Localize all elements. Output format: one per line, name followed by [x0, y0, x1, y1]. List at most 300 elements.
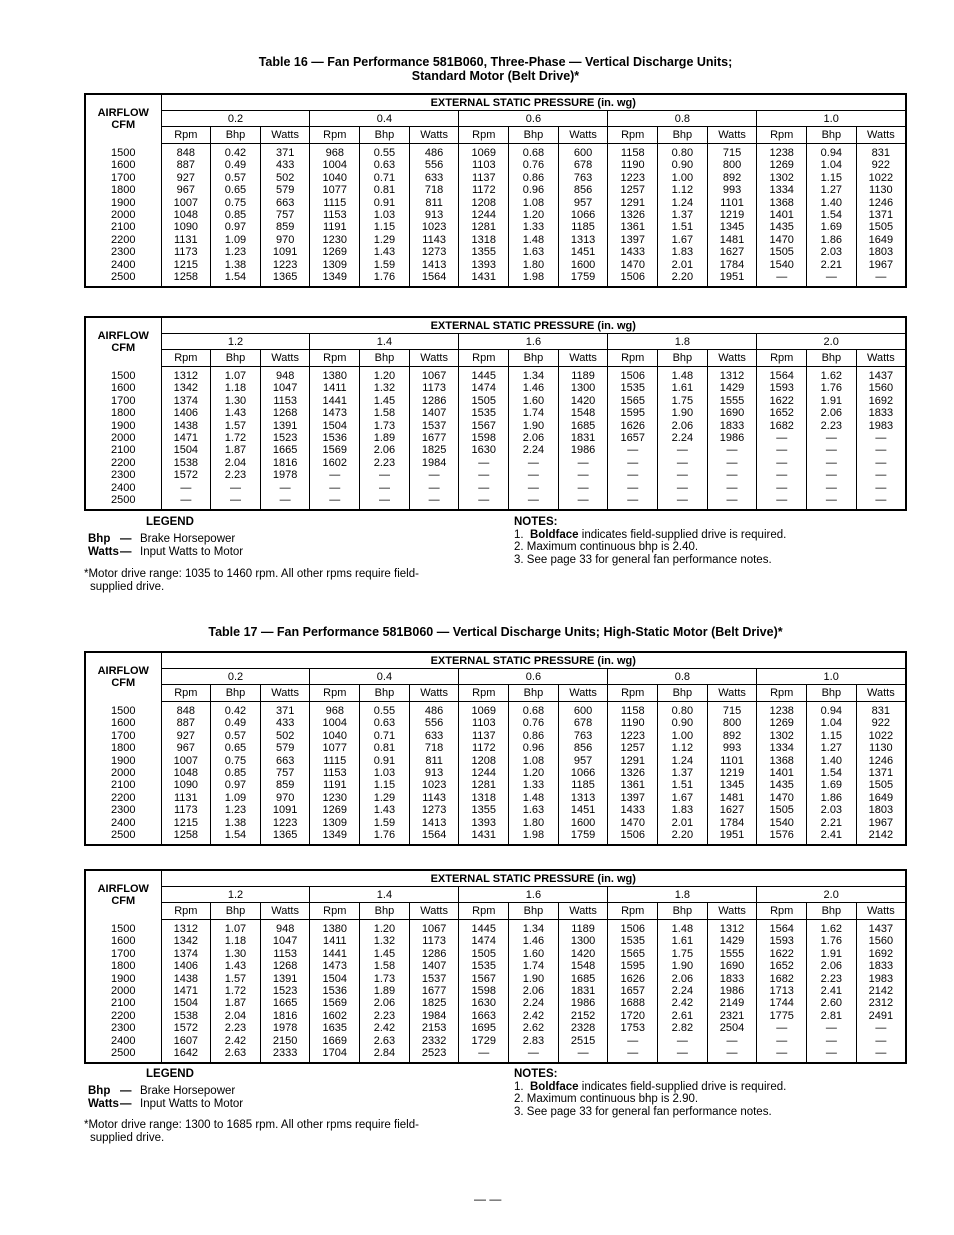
- column-header: Watts: [707, 127, 757, 144]
- data-cell: 1626: [608, 973, 658, 985]
- data-cell: 1538: [161, 457, 211, 469]
- data-cell: 1.34: [509, 367, 559, 383]
- data-cell: 1.08: [509, 197, 559, 209]
- data-cell: 1784: [707, 817, 757, 829]
- data-cell: 1536: [310, 432, 360, 444]
- data-cell: 1269: [310, 804, 360, 816]
- column-header: Bhp: [211, 685, 261, 702]
- cfm-cell: 1900: [85, 420, 161, 432]
- data-cell: 1215: [161, 817, 211, 829]
- data-cell: 1397: [608, 792, 658, 804]
- data-cell: 1413: [409, 817, 459, 829]
- data-cell: 1.15: [360, 779, 410, 791]
- table-row: [85, 755, 906, 767]
- table-row: [85, 197, 906, 209]
- data-cell: —: [260, 482, 310, 494]
- table-row: [85, 779, 906, 791]
- table-row: [85, 494, 906, 510]
- data-cell: 1505: [757, 804, 807, 816]
- data-cell: 0.91: [360, 197, 410, 209]
- esp-header: EXTERNAL STATIC PRESSURE (in. wg): [161, 652, 906, 669]
- data-cell: 1665: [260, 444, 310, 456]
- column-header: Rpm: [161, 127, 211, 144]
- data-cell: 1.58: [360, 960, 410, 972]
- data-cell: 1258: [161, 829, 211, 845]
- pressure-group-header: 0.8: [608, 111, 757, 127]
- data-cell: 1.62: [807, 367, 857, 383]
- data-cell: 1437: [868, 923, 894, 935]
- cfm-cell: 2000: [85, 432, 161, 444]
- cfm-cell: 2200: [85, 1010, 161, 1022]
- footnote-line1: *Motor drive range: 1035 to 1460 rpm. All other rpms require field-: [84, 568, 419, 580]
- data-cell: 0.65: [211, 742, 261, 754]
- data-cell: 1.72: [211, 985, 261, 997]
- data-cell: 2.04: [211, 457, 261, 469]
- data-cell: —: [875, 1022, 887, 1035]
- data-cell: 948: [260, 367, 310, 383]
- cfm-cell: 2400: [85, 259, 161, 271]
- data-cell: 1540: [757, 259, 807, 271]
- data-cell: 1505: [459, 948, 509, 960]
- data-cell: 1548: [558, 960, 608, 972]
- cfm-cell: 2100: [85, 997, 161, 1009]
- data-cell: 1246: [868, 196, 894, 209]
- data-cell: —: [658, 1035, 708, 1047]
- column-header: Bhp: [360, 350, 410, 367]
- data-cell: 486: [409, 702, 459, 718]
- data-cell: —: [558, 494, 608, 510]
- data-cell: 1505: [868, 779, 894, 792]
- cfm-cell: 1500: [85, 920, 161, 936]
- data-cell: 1690: [707, 407, 757, 419]
- data-cell: 1602: [310, 1010, 360, 1022]
- data-cell: 1380: [310, 367, 360, 383]
- pressure-group-header: 1.0: [757, 669, 906, 685]
- cfm-cell: 2400: [85, 817, 161, 829]
- data-cell: 1685: [558, 420, 608, 432]
- data-cell: 2.24: [509, 997, 559, 1009]
- data-cell: 1569: [310, 997, 360, 1009]
- data-cell: 1067: [409, 920, 459, 936]
- data-cell: 1816: [260, 1010, 310, 1022]
- data-cell: 1.33: [509, 221, 559, 233]
- data-cell: 1281: [459, 779, 509, 791]
- data-cell: 1302: [757, 730, 807, 742]
- data-cell: 1.89: [360, 432, 410, 444]
- data-cell: 1.20: [509, 767, 559, 779]
- data-cell: 1481: [707, 792, 757, 804]
- data-cell: 1208: [459, 755, 509, 767]
- data-cell: 0.49: [211, 717, 261, 729]
- data-cell: 1.30: [211, 395, 261, 407]
- data-cell: 1470: [608, 817, 658, 829]
- data-cell: 1682: [757, 973, 807, 985]
- data-cell: 1473: [310, 960, 360, 972]
- column-header: Bhp: [658, 127, 708, 144]
- data-cell: 970: [260, 234, 310, 246]
- data-cell: 0.65: [211, 184, 261, 196]
- data-cell: 1803: [868, 246, 894, 259]
- data-cell: 1657: [608, 432, 658, 444]
- data-cell: 1406: [161, 407, 211, 419]
- data-cell: —: [608, 457, 658, 469]
- column-header: Rpm: [757, 685, 807, 702]
- data-cell: 1091: [260, 246, 310, 258]
- data-cell: 1833: [868, 407, 894, 420]
- data-cell: —: [360, 482, 410, 494]
- data-cell: 0.63: [360, 159, 410, 171]
- data-cell: 1437: [868, 370, 894, 382]
- data-cell: 887: [161, 159, 211, 171]
- data-cell: 1.09: [211, 792, 261, 804]
- data-cell: 1.38: [211, 259, 261, 271]
- data-cell: 1.46: [509, 382, 559, 394]
- table-row: [85, 457, 906, 469]
- data-cell: 1595: [608, 407, 658, 419]
- data-cell: 1598: [459, 432, 509, 444]
- data-cell: 1411: [310, 935, 360, 947]
- table16-title-line1: Table 16 — Fan Performance 581B060, Three-Phase — Vertical Discharge Units;: [258, 55, 733, 69]
- column-header: Rpm: [608, 350, 658, 367]
- data-cell: 1406: [161, 960, 211, 972]
- data-cell: 2142: [868, 829, 894, 842]
- data-cell: 993: [707, 184, 757, 196]
- cfm-cell: 1900: [85, 197, 161, 209]
- data-cell: 1326: [608, 767, 658, 779]
- data-cell: 1173: [161, 246, 211, 258]
- cfm-cell: 1700: [85, 730, 161, 742]
- data-cell: 1.20: [509, 209, 559, 221]
- data-cell: 1173: [409, 935, 459, 947]
- data-cell: 1.03: [360, 209, 410, 221]
- data-cell: 1257: [608, 184, 658, 196]
- cfm-cell: 1500: [85, 702, 161, 718]
- data-cell: —: [707, 457, 757, 469]
- note-rest: indicates field-supplied drive is required.: [578, 1080, 787, 1093]
- column-header: Watts: [856, 350, 906, 367]
- data-cell: 1816: [260, 457, 310, 469]
- data-cell: 1172: [459, 742, 509, 754]
- pressure-group-header: 1.2: [161, 334, 310, 350]
- data-cell: 1622: [757, 948, 807, 960]
- data-cell: 1342: [161, 935, 211, 947]
- data-cell: 1.07: [211, 920, 261, 936]
- table-row: [85, 792, 906, 804]
- data-cell: 1470: [608, 259, 658, 271]
- data-cell: 1951: [707, 829, 757, 845]
- data-cell: 1.45: [360, 395, 410, 407]
- pressure-group-header: 1.6: [459, 887, 608, 903]
- column-header: Bhp: [658, 350, 708, 367]
- data-cell: 1191: [310, 779, 360, 791]
- cfm-cell: 2100: [85, 779, 161, 791]
- column-header: Bhp: [509, 350, 559, 367]
- esp-header: EXTERNAL STATIC PRESSURE (in. wg): [161, 317, 906, 334]
- data-cell: 0.80: [658, 144, 708, 160]
- data-cell: 2.04: [211, 1010, 261, 1022]
- data-cell: 1.03: [360, 767, 410, 779]
- note-bold: Boldface: [529, 528, 579, 541]
- data-cell: 1137: [459, 172, 509, 184]
- data-cell: 1067: [409, 367, 459, 383]
- table-row: [85, 407, 906, 419]
- data-cell: 1048: [161, 209, 211, 221]
- data-cell: 1560: [868, 382, 894, 395]
- data-cell: 1397: [608, 234, 658, 246]
- data-cell: 1.67: [658, 792, 708, 804]
- pressure-group-header: 1.6: [459, 334, 608, 350]
- data-cell: 1441: [310, 395, 360, 407]
- data-cell: 1191: [310, 221, 360, 233]
- data-cell: 1223: [608, 172, 658, 184]
- table-row: [85, 184, 906, 196]
- data-cell: 2.01: [658, 817, 708, 829]
- table16-title: [84, 55, 907, 83]
- table-row: [85, 804, 906, 816]
- data-cell: 1.00: [658, 730, 708, 742]
- data-cell: 1470: [757, 234, 807, 246]
- column-header: Rpm: [757, 903, 807, 920]
- column-header: Rpm: [459, 685, 509, 702]
- data-cell: 1.73: [360, 420, 410, 432]
- data-cell: 1342: [161, 382, 211, 394]
- data-cell: 1.43: [360, 246, 410, 258]
- data-cell: 1103: [459, 159, 509, 171]
- data-cell: 1.04: [807, 159, 857, 171]
- data-cell: 1.24: [658, 197, 708, 209]
- data-cell: 1505: [757, 246, 807, 258]
- data-cell: 579: [260, 184, 310, 196]
- data-cell: 1137: [459, 730, 509, 742]
- pressure-group-header: 0.4: [310, 111, 459, 127]
- data-cell: 1.23: [211, 804, 261, 816]
- data-cell: —: [509, 494, 559, 510]
- data-cell: 1572: [161, 1022, 211, 1034]
- data-cell: 1506: [608, 920, 658, 936]
- esp-header: EXTERNAL STATIC PRESSURE (in. wg): [161, 870, 906, 887]
- table-row: [85, 920, 906, 936]
- data-cell: 1560: [868, 935, 894, 948]
- data-cell: 1268: [260, 960, 310, 972]
- column-header: Bhp: [211, 127, 261, 144]
- note-bold: Boldface: [529, 1080, 579, 1093]
- data-cell: 1555: [707, 395, 757, 407]
- data-cell: 0.49: [211, 159, 261, 171]
- data-cell: 1091: [260, 804, 310, 816]
- data-cell: 1.91: [807, 395, 857, 407]
- legend-item: [88, 546, 243, 559]
- data-cell: 1269: [310, 246, 360, 258]
- data-cell: 1349: [310, 271, 360, 287]
- data-cell: 1685: [558, 973, 608, 985]
- data-cell: —: [360, 469, 410, 481]
- table-row: [85, 159, 906, 171]
- cfm-cell: 2100: [85, 444, 161, 456]
- table-row: [85, 259, 906, 271]
- cfm-cell: 1700: [85, 948, 161, 960]
- data-cell: 1258: [161, 271, 211, 287]
- data-cell: 1.27: [807, 742, 857, 754]
- data-cell: 1784: [707, 259, 757, 271]
- data-cell: 927: [161, 172, 211, 184]
- pressure-group-header: 0.6: [459, 669, 608, 685]
- data-cell: 1238: [757, 702, 807, 718]
- data-cell: 1391: [260, 420, 310, 432]
- data-cell: 1.59: [360, 817, 410, 829]
- data-cell: 1.29: [360, 234, 410, 246]
- table-row: [85, 1035, 906, 1047]
- column-header: Rpm: [310, 685, 360, 702]
- pressure-group-header: 0.4: [310, 669, 459, 685]
- column-header: Watts: [409, 350, 459, 367]
- data-cell: 0.75: [211, 197, 261, 209]
- table16-part1: [84, 93, 907, 288]
- data-cell: 970: [260, 792, 310, 804]
- legend-key: Watts: [88, 1098, 119, 1110]
- data-cell: —: [807, 271, 857, 287]
- column-header: Rpm: [310, 127, 360, 144]
- data-cell: 1.24: [658, 755, 708, 767]
- data-cell: 1669: [310, 1035, 360, 1047]
- data-cell: 1312: [161, 920, 211, 936]
- cfm-cell: 2500: [85, 829, 161, 845]
- data-cell: —: [875, 1034, 887, 1047]
- data-cell: 993: [707, 742, 757, 754]
- data-cell: —: [757, 432, 807, 444]
- data-cell: —: [409, 469, 459, 481]
- legend-dash: —: [120, 1085, 132, 1097]
- column-header: Rpm: [757, 350, 807, 367]
- column-header: Watts: [856, 127, 906, 144]
- data-cell: 1.15: [807, 730, 857, 742]
- data-cell: 1690: [707, 960, 757, 972]
- data-cell: 0.94: [807, 144, 857, 160]
- table16-legend: [88, 516, 243, 559]
- data-cell: 1474: [459, 935, 509, 947]
- data-cell: 2.81: [807, 1010, 857, 1022]
- data-cell: 1.20: [360, 920, 410, 936]
- data-cell: 1986: [558, 997, 608, 1009]
- data-cell: 0.63: [360, 717, 410, 729]
- data-cell: 1300: [558, 382, 608, 394]
- data-cell: 1.90: [509, 420, 559, 432]
- data-cell: 1189: [558, 920, 608, 936]
- data-cell: 718: [409, 742, 459, 754]
- data-cell: 1.18: [211, 935, 261, 947]
- data-cell: 2.06: [807, 960, 857, 972]
- data-cell: 1474: [459, 382, 509, 394]
- data-cell: 1.15: [807, 172, 857, 184]
- table-row: [85, 469, 906, 481]
- data-cell: 433: [260, 159, 310, 171]
- data-cell: 0.97: [211, 779, 261, 791]
- column-header: Watts: [260, 350, 310, 367]
- data-cell: 1244: [459, 767, 509, 779]
- data-cell: 1413: [409, 259, 459, 271]
- data-cell: 1215: [161, 259, 211, 271]
- data-cell: 1593: [757, 935, 807, 947]
- footnote-line2: supplied drive.: [90, 580, 165, 593]
- data-cell: 2.24: [658, 985, 708, 997]
- data-cell: 1506: [608, 829, 658, 845]
- data-cell: 1431: [459, 829, 509, 845]
- data-cell: 2150: [260, 1035, 310, 1047]
- data-cell: 1523: [260, 432, 310, 444]
- data-cell: 1.83: [658, 246, 708, 258]
- data-cell: —: [757, 1035, 807, 1047]
- column-header: Watts: [558, 350, 608, 367]
- data-cell: 1682: [757, 420, 807, 432]
- table-row: [85, 817, 906, 829]
- data-cell: 678: [558, 159, 608, 171]
- column-header: Rpm: [608, 127, 658, 144]
- pressure-group-header: 2.0: [757, 887, 906, 903]
- data-cell: 1004: [310, 159, 360, 171]
- column-header: Bhp: [807, 127, 857, 144]
- data-cell: 1600: [558, 817, 608, 829]
- data-cell: 433: [260, 717, 310, 729]
- data-cell: 1.61: [658, 382, 708, 394]
- data-cell: 1371: [868, 209, 894, 222]
- data-cell: 1.80: [509, 259, 559, 271]
- table-row: [85, 234, 906, 246]
- data-cell: 1.15: [360, 221, 410, 233]
- data-cell: 1.12: [658, 184, 708, 196]
- cfm-cell: 1600: [85, 717, 161, 729]
- data-cell: 1173: [409, 382, 459, 394]
- data-cell: 1505: [868, 221, 894, 234]
- cfm-cell: 1500: [85, 367, 161, 383]
- data-cell: 1.48: [658, 920, 708, 936]
- data-cell: 718: [409, 184, 459, 196]
- column-header: Watts: [558, 685, 608, 702]
- data-cell: 2.41: [807, 985, 857, 997]
- table-row: [85, 730, 906, 742]
- data-cell: 922: [871, 717, 891, 730]
- data-cell: 1368: [757, 755, 807, 767]
- data-cell: 1438: [161, 973, 211, 985]
- data-cell: 1.73: [360, 973, 410, 985]
- cfm-cell: 1700: [85, 395, 161, 407]
- data-cell: 1.83: [658, 804, 708, 816]
- data-cell: 1593: [757, 382, 807, 394]
- data-cell: 1.37: [658, 767, 708, 779]
- data-cell: 0.57: [211, 172, 261, 184]
- column-header: Watts: [260, 127, 310, 144]
- data-cell: 2.60: [807, 997, 857, 1009]
- data-cell: 1393: [459, 817, 509, 829]
- data-cell: 811: [409, 755, 459, 767]
- data-cell: 0.68: [509, 702, 559, 718]
- data-cell: 2504: [707, 1022, 757, 1034]
- column-header: Watts: [260, 685, 310, 702]
- data-cell: 1506: [608, 271, 658, 287]
- data-cell: —: [807, 432, 857, 444]
- data-cell: 1967: [868, 816, 894, 829]
- legend-desc: Brake Horsepower: [140, 533, 236, 545]
- data-cell: 1004: [310, 717, 360, 729]
- data-cell: 1692: [868, 947, 894, 960]
- cfm-cell: 1600: [85, 935, 161, 947]
- data-cell: 1441: [310, 948, 360, 960]
- data-cell: 1986: [707, 432, 757, 444]
- notes-header: NOTES:: [514, 516, 558, 528]
- data-cell: 0.68: [509, 144, 559, 160]
- data-cell: 2515: [558, 1035, 608, 1047]
- data-cell: 1759: [558, 271, 608, 287]
- data-cell: 1564: [757, 367, 807, 383]
- table-row: [85, 1022, 906, 1034]
